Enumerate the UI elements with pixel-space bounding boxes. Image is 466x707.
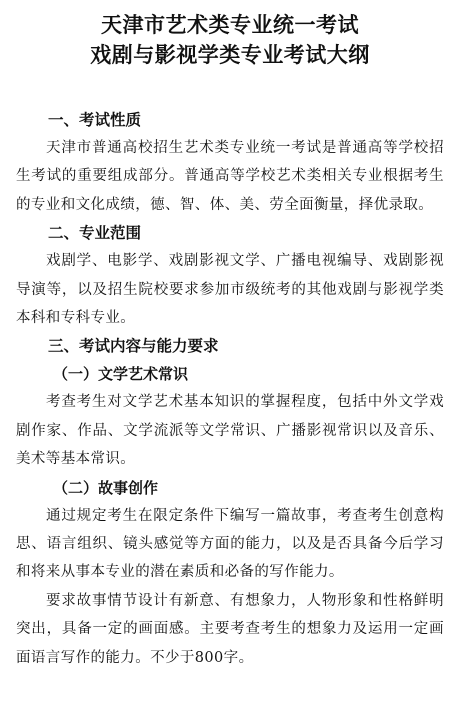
section-heading: 二、专业范围: [48, 224, 142, 243]
document-title-line-1: 天津市艺术类专业统一考试: [101, 12, 359, 37]
section-major-scope: [16, 219, 444, 332]
subsection-heading-literature: （一）文学艺术常识: [53, 365, 189, 384]
document-title-line-2: 戏剧与影视学类专业考试大纲: [90, 42, 370, 67]
section-heading: 一、考试性质: [48, 111, 142, 129]
section-paragraph: 戏剧学、电影学、戏剧影视文学、广播电视编导、戏剧影视导演等，以及招生院校要求参加市级统考的其他戏剧与影视学类本科和专科专业。: [16, 253, 444, 327]
subsection-paragraph: 考查考生对文学艺术基本知识的掌握程度，包括中外文学戏剧作家、作品、文学流派等文学常识、广播影视常识以及音乐、美术等基本常识。: [16, 394, 444, 468]
section-exam-content: [16, 332, 444, 672]
subsection-paragraph: 要求故事情节设计有新意、有想象力，人物形象和性格鲜明突出，具备一定的画面感。主要考查考生的想象力及运用一定画面语言写作的能力。不少于800字。: [16, 592, 444, 666]
subsection-paragraph: 通过规定考生在限定条件下编写一篇故事，考查考生创意构思、语言组织、镜头感觉等方面的能力，以及是否具备今后学习和将来从事本专业的潜在素质和必备的写作能力。: [16, 507, 444, 581]
section-heading: 三、考试内容与能力要求: [48, 337, 219, 356]
section-exam-nature: [16, 106, 444, 219]
subsection-heading-story: （二）故事创作: [53, 478, 159, 497]
section-paragraph: 天津市普通高校招生艺术类专业统一考试是普通高等学校招生考试的重要组成部分。普通高等学校艺术类相关专业根据考生的专业和文化成绩，德、智、体、美、劳全面衡量，择优录取。: [16, 140, 444, 213]
